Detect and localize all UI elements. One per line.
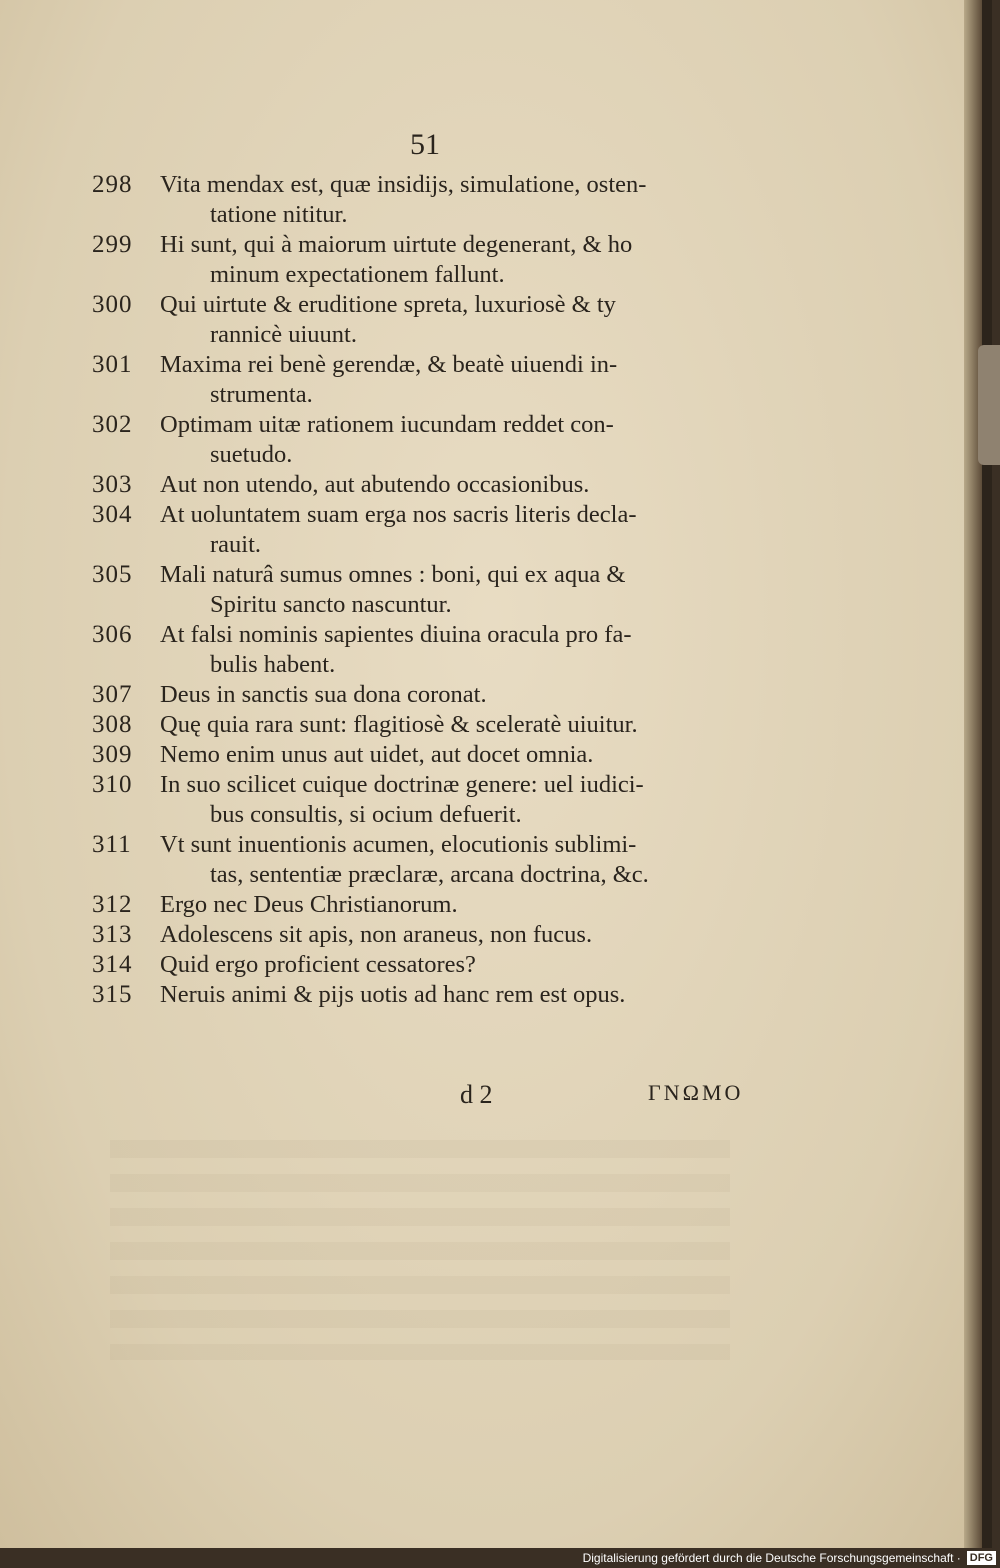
- entry-number: 311: [92, 831, 132, 858]
- entry-number: 313: [92, 921, 133, 948]
- entry-list: [92, 170, 792, 1010]
- entry-number: 315: [92, 981, 133, 1008]
- entry-number: 310: [92, 771, 133, 798]
- entry-line: strumenta.: [210, 381, 313, 408]
- entry-row: [92, 890, 792, 920]
- entry-line: Adolescens sit apis, non araneus, non fucus.: [160, 921, 593, 948]
- entry-number: 303: [92, 471, 133, 498]
- entry-text: [160, 290, 792, 350]
- entry-text: [160, 920, 792, 950]
- entry-line: At uoluntatem suam erga nos sacris literis decla-: [160, 501, 637, 528]
- entry-text: [160, 560, 792, 620]
- entry-row: [92, 920, 792, 950]
- entry-line: Nemo enim unus aut uidet, aut docet omnia.: [160, 741, 594, 768]
- signature-mark: d 2: [460, 1080, 493, 1109]
- entry-row: [92, 470, 792, 500]
- entry-row: [92, 350, 792, 410]
- entry-text: [160, 770, 792, 830]
- entry-number: 308: [92, 711, 133, 738]
- entry-line: In suo scilicet cuique doctrinæ genere: uel iudici-: [160, 771, 644, 798]
- entry-row: [92, 830, 792, 890]
- page-tab: [978, 345, 1000, 465]
- entry-line: Quid ergo proficient cessatores?: [160, 951, 476, 978]
- entry-number: 307: [92, 681, 133, 708]
- catchword: ΓΝΩΜΟ: [648, 1080, 744, 1105]
- entry-line: Quę quia rara sunt: flagitiosè & sceleratè uiuitur.: [160, 711, 638, 738]
- bleed-through-text: [110, 1140, 730, 1360]
- entry-text: [160, 680, 792, 710]
- entry-line: Maxima rei benè gerendæ, & beatè uiuendi in-: [160, 351, 618, 378]
- entry-row: [92, 560, 792, 620]
- credit-bar: [0, 1548, 1000, 1568]
- entry-line: tas, sententiæ præclaræ, arcana doctrina, &c.: [210, 861, 649, 888]
- entry-text: [160, 950, 792, 980]
- entry-number: 302: [92, 411, 133, 438]
- entry-text: [160, 740, 792, 770]
- entry-line: Qui uirtute & eruditione spreta, luxuriosè & ty: [160, 291, 616, 318]
- entry-line: bulis habent.: [210, 651, 336, 678]
- entry-number: 306: [92, 621, 133, 648]
- entry-line: Spiritu sancto nascuntur.: [210, 591, 452, 618]
- entry-row: [92, 680, 792, 710]
- entry-text: [160, 410, 792, 470]
- dfg-logo: DFG: [967, 1551, 996, 1565]
- entry-number: 299: [92, 231, 133, 258]
- entry-text: [160, 890, 792, 920]
- entry-text: [160, 170, 792, 230]
- entry-line: suetudo.: [210, 441, 293, 468]
- entry-row: [92, 770, 792, 830]
- entry-row: [92, 710, 792, 740]
- entry-number: 301: [92, 351, 133, 378]
- entry-row: [92, 740, 792, 770]
- entry-line: Hi sunt, qui à maiorum uirtute degenerant, & ho: [160, 231, 633, 258]
- entry-line: Aut non utendo, aut abutendo occasionibus.: [160, 471, 590, 498]
- entry-line: rannicè uiuunt.: [210, 321, 357, 348]
- entry-text: [160, 470, 792, 500]
- entry-line: Optimam uitæ rationem iucundam reddet con-: [160, 411, 614, 438]
- entry-line: Ergo nec Deus Christianorum.: [160, 891, 458, 918]
- entry-line: Neruis animi & pijs uotis ad hanc rem est opus.: [160, 981, 626, 1008]
- entry-row: [92, 410, 792, 470]
- entry-text: [160, 350, 792, 410]
- entry-row: [92, 230, 792, 290]
- entry-row: [92, 500, 792, 560]
- entry-row: [92, 170, 792, 230]
- entry-number: 304: [92, 501, 133, 528]
- entry-line: bus consultis, si ocium defuerit.: [210, 801, 522, 828]
- entry-line: tatione nititur.: [210, 201, 348, 228]
- entry-line: minum expectationem fallunt.: [210, 261, 505, 288]
- entry-row: [92, 950, 792, 980]
- entry-text: [160, 830, 792, 890]
- entry-text: [160, 230, 792, 290]
- entry-text: [160, 710, 792, 740]
- entry-number: 314: [92, 951, 133, 978]
- entry-number: 298: [92, 171, 133, 198]
- entry-text: [160, 620, 792, 680]
- entry-row: [92, 290, 792, 350]
- page-edge: [964, 0, 982, 1548]
- entry-number: 305: [92, 561, 133, 588]
- entry-line: Deus in sanctis sua dona coronat.: [160, 681, 487, 708]
- entry-number: 300: [92, 291, 133, 318]
- entry-row: [92, 620, 792, 680]
- entry-line: Vt sunt inuentionis acumen, elocutionis sublimi-: [160, 831, 637, 858]
- entry-line: Mali naturâ sumus omnes : boni, qui ex aqua &: [160, 561, 626, 588]
- entry-line: At falsi nominis sapientes diuina oracula pro fa-: [160, 621, 632, 648]
- entry-row: [92, 980, 792, 1010]
- page-footer: [0, 1080, 1000, 1120]
- entry-line: Vita mendax est, quæ insidijs, simulatione, osten-: [160, 171, 647, 198]
- credit-text: Digitalisierung gefördert durch die Deutsche Forschungsgemeinschaft ·: [582, 1551, 961, 1565]
- page-number: 51: [410, 128, 440, 161]
- entry-number: 312: [92, 891, 133, 918]
- entry-line: rauit.: [210, 531, 262, 558]
- entry-text: [160, 980, 792, 1010]
- entry-text: [160, 500, 792, 560]
- entry-number: 309: [92, 741, 133, 768]
